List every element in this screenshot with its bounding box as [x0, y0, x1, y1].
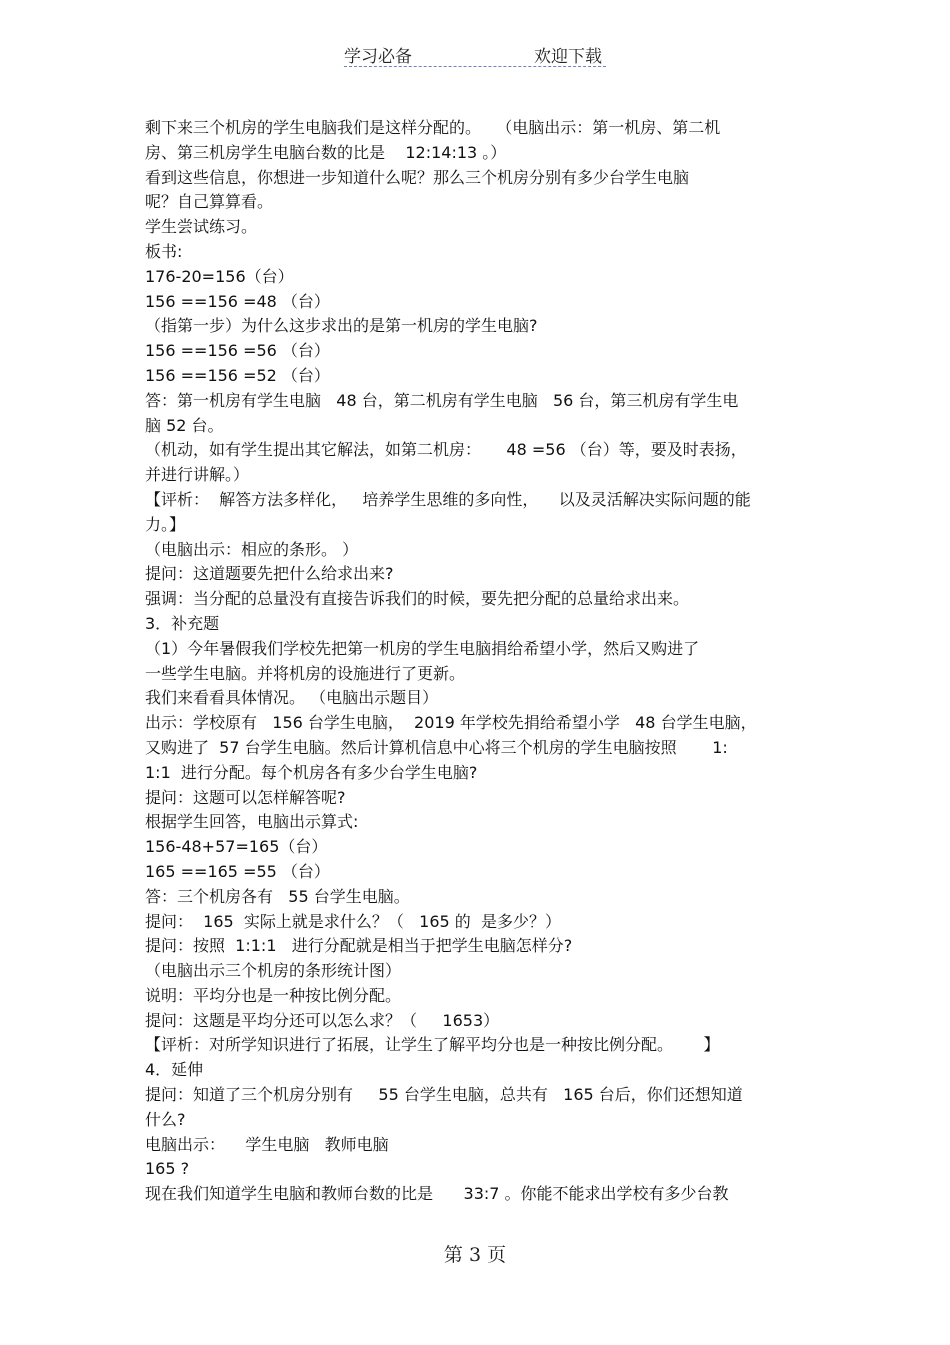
text-line: 呢？自己算算看。	[145, 192, 274, 212]
text-line: 【评析：对所学知识进行了拓展，让学生了解平均分也是一种按比例分配。 】	[145, 1035, 720, 1055]
text-line: 提问：按照 1:1:1 进行分配就是相当于把学生电脑怎样分?	[145, 936, 573, 956]
text-line: 165 ==165 =55 （台）	[145, 861, 330, 881]
text-line: 板书:	[145, 241, 183, 261]
text-line: 电脑出示： 学生电脑 教师电脑	[145, 1134, 389, 1154]
text-line: 房、第三机房学生电脑台数的比是 12:14:13 。）	[145, 142, 507, 162]
text-line: 答：三个机房各有 55 台学生电脑。	[145, 886, 410, 906]
text-line: 提问：这题可以怎样解答呢?	[145, 787, 346, 807]
text-line: 156-48+57=165（台）	[145, 837, 328, 857]
text-line: 根据学生回答，电脑出示算式:	[145, 812, 359, 832]
text-line: 脑 52 台。	[145, 415, 224, 435]
text-line: 4．延伸	[145, 1060, 204, 1080]
text-line: 强调：当分配的总量没有直接告诉我们的时候，要先把分配的总量给求出来。	[145, 589, 690, 609]
text-line: 并进行讲解。）	[145, 465, 250, 485]
text-line: 又购进了 57 台学生电脑。然后计算机信息中心将三个机房的学生电脑按照 1:	[145, 737, 728, 757]
document-body	[145, 116, 805, 1207]
text-line: 说明：平均分也是一种按比例分配。	[145, 985, 402, 1005]
text-line: 出示：学校原有 156 台学生电脑， 2019 年学校先捐给希望小学 48 台学生电脑，	[145, 713, 757, 733]
text-line: 力。】	[145, 514, 186, 534]
text-line: （1）今年暑假我们学校先把第一机房的学生电脑捐给希望小学，然后又购进了	[145, 638, 700, 658]
text-line: 156 ==156 =52 （台）	[145, 365, 330, 385]
text-line: 【评析： 解答方法多样化， 培养学生思维的多向性， 以及灵活解决实际问题的能	[145, 489, 751, 509]
text-line: 156 ==156 =48 （台）	[145, 291, 330, 311]
text-line: （电脑出示：相应的条形。 ）	[145, 539, 359, 559]
text-line: 提问：这题是平均分还可以怎么求？（ 1653）	[145, 1010, 500, 1030]
text-line: 剩下来三个机房的学生电脑我们是这样分配的。 （电脑出示：第一机房、第二机	[145, 118, 721, 137]
page-header	[344, 40, 606, 67]
text-line: 156 ==156 =56 （台）	[145, 341, 330, 361]
text-line: 165 ?	[145, 1159, 190, 1179]
text-line: 学生尝试练习。	[145, 217, 258, 237]
header-left-text: 学习必备	[344, 47, 412, 67]
text-line: 1:1 进行分配。每个机房各有多少台学生电脑?	[145, 762, 478, 782]
text-line: 我们来看看具体情况。 （电脑出示题目）	[145, 688, 439, 708]
text-line: （指第一步）为什么这步求出的是第一机房的学生电脑?	[145, 316, 538, 336]
text-line: 一些学生电脑。并将机房的设施进行了更新。	[145, 663, 466, 683]
text-line: （电脑出示三个机房的条形统计图）	[145, 961, 402, 981]
text-line: 3．补充题	[145, 613, 220, 633]
text-line: 现在我们知道学生电脑和教师台数的比是 33:7 。你能不能求出学校有多少台教	[145, 1184, 729, 1204]
text-line: 答：第一机房有学生电脑 48 台，第二机房有学生电脑 56 台，第三机房有学生电	[145, 390, 739, 410]
text-line: 什么?	[145, 1109, 186, 1129]
text-line: 提问： 165 实际上就是求什么？（ 165 的 是多少？）	[145, 911, 561, 931]
header-right-text: 欢迎下载	[534, 47, 602, 67]
text-line: 看到这些信息，你想进一步知道什么呢？那么三个机房分别有多少台学生电脑	[145, 167, 690, 187]
text-line: 提问：这道题要先把什么给求出来?	[145, 564, 394, 584]
text-line: （机动，如有学生提出其它解法，如第二机房： 48 =56 （台）等，要及时表扬，	[145, 440, 747, 460]
text-line: 提问：知道了三个机房分别有 55 台学生电脑，总共有 165 台后，你们还想知道	[145, 1085, 743, 1105]
page-number: 第 3 页	[443, 1244, 507, 1266]
text-line: 176-20=156（台）	[145, 266, 294, 286]
